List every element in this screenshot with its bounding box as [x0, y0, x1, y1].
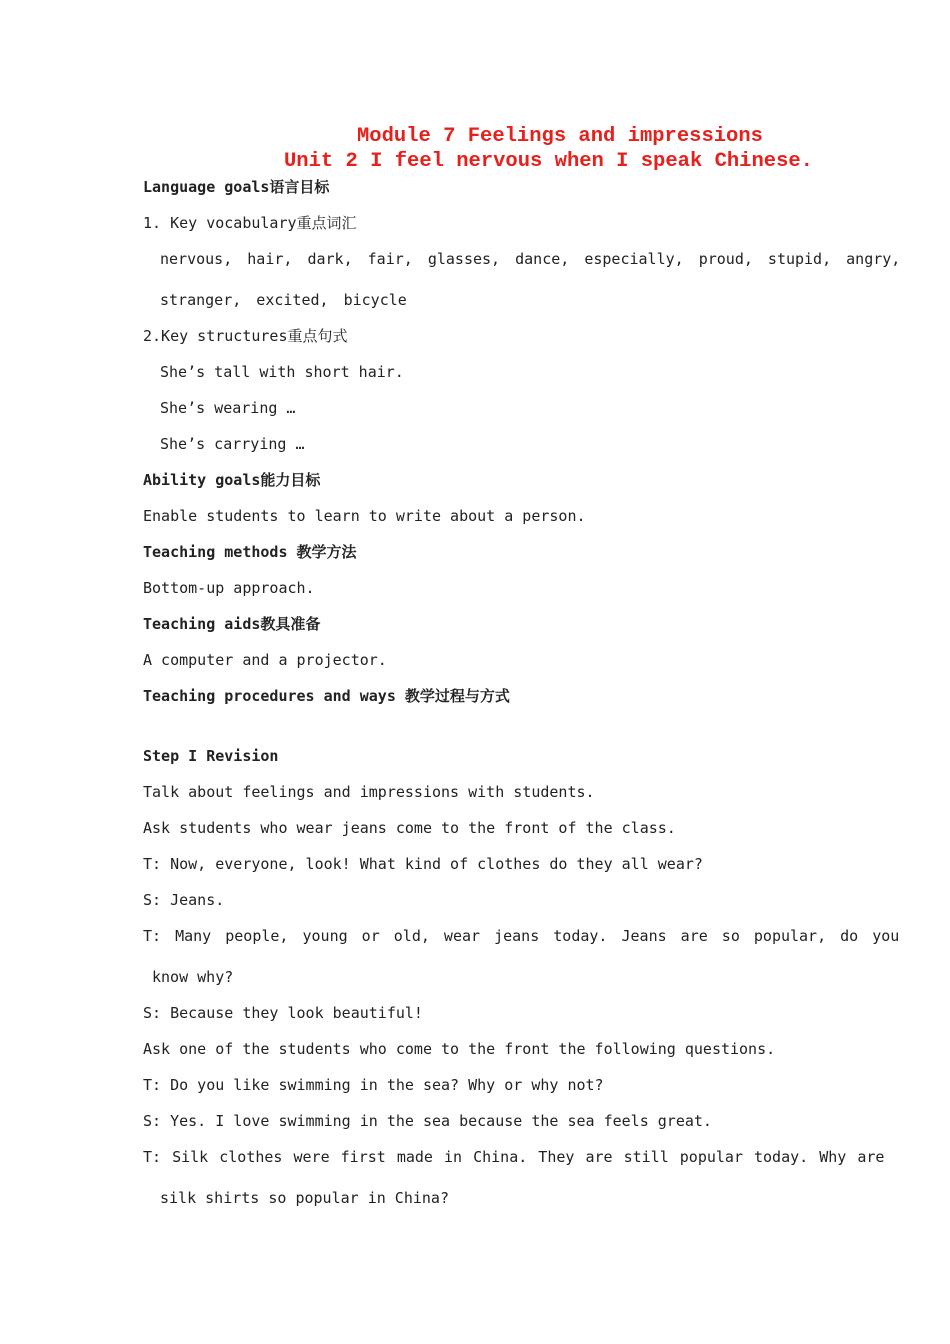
structure-3: She’s carrying …: [160, 435, 305, 453]
step-1-line: Talk about feelings and impressions with students.: [143, 783, 595, 801]
key-structures-heading: 2.Key structures重点句式: [143, 327, 348, 345]
structure-2: She’s wearing …: [160, 399, 296, 417]
key-vocab-heading: 1. Key vocabulary重点词汇: [143, 214, 357, 232]
step-1-line: S: Yes. I love swimming in the sea because the sea feels great.: [143, 1112, 712, 1130]
ability-goals-heading: Ability goals能力目标: [143, 471, 321, 489]
document-subtitle: Unit 2 I feel nervous when I speak Chinese.: [284, 150, 813, 173]
key-vocab-line-1: nervous, hair, dark, fair, glasses, dance, especially, proud, stupid, angry,: [160, 250, 901, 268]
language-goals-heading: Language goals语言目标: [143, 178, 330, 196]
procedures-heading: Teaching procedures and ways 教学过程与方式: [143, 687, 510, 705]
step-1-line: Ask one of the students who come to the front the following questions.: [143, 1040, 776, 1058]
teaching-aids-heading: Teaching aids教具准备: [143, 615, 321, 633]
structure-1: She’s tall with short hair.: [160, 363, 404, 381]
teaching-methods-text: Bottom-up approach.: [143, 579, 315, 597]
step-1-line: T: Do you like swimming in the sea? Why or why not?: [143, 1076, 604, 1094]
document-title: Module 7 Feelings and impressions: [357, 125, 763, 148]
step-1-line: Ask students who wear jeans come to the front of the class.: [143, 819, 676, 837]
key-vocab-line-2: stranger, excited, bicycle: [160, 291, 407, 309]
ability-goals-text: Enable students to learn to write about a person.: [143, 507, 586, 525]
teaching-aids-text: A computer and a projector.: [143, 651, 387, 669]
step-1-line: T: Many people, young or old, wear jeans today. Jeans are so popular, do you: [143, 927, 900, 945]
teaching-methods-heading: Teaching methods 教学方法: [143, 543, 357, 561]
step-1-line: T: Silk clothes were first made in China. They are still popular today. Why are: [143, 1148, 885, 1166]
step-1-line: T: Now, everyone, look! What kind of clothes do they all wear?: [143, 855, 703, 873]
step-1-line: S: Because they look beautiful!: [143, 1004, 423, 1022]
step-1-heading: Step I Revision: [143, 747, 279, 765]
step-1-line: S: Jeans.: [143, 891, 225, 909]
step-1-line: know why?: [152, 968, 234, 986]
step-1-line: silk shirts so popular in China?: [160, 1189, 449, 1207]
